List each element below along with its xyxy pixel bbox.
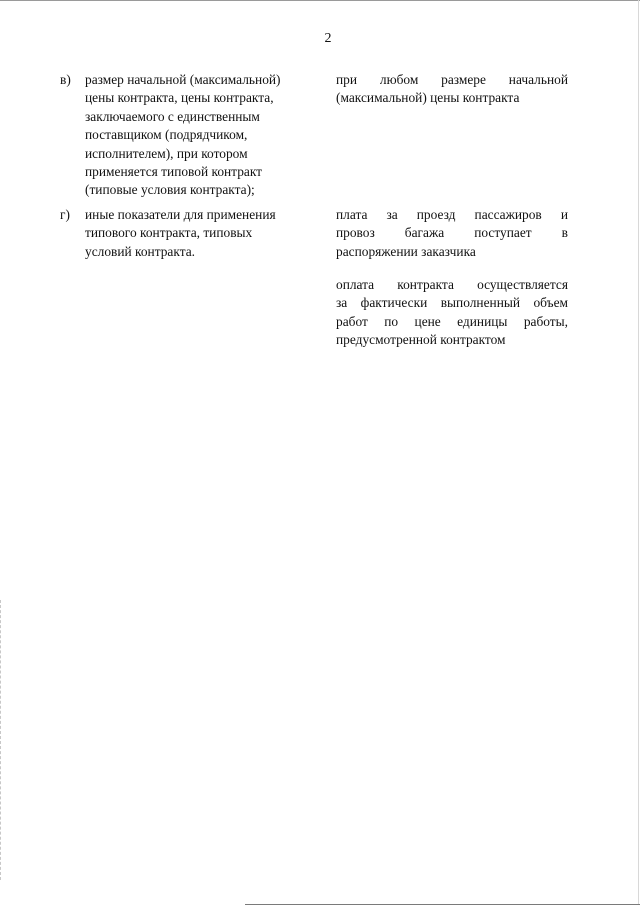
list-marker: г): [60, 207, 70, 222]
list-item-text: [85, 71, 325, 200]
value-paragraph-1: [336, 71, 568, 108]
value-paragraph-2: [336, 206, 568, 261]
text-line: распоряжении заказчика: [336, 243, 476, 259]
text-line: предусмотренной контрактом: [336, 332, 506, 348]
text-line: иные показатели для применения: [85, 207, 276, 222]
page-right-edge: [638, 0, 639, 905]
text-line: (максимальной) цены контракта: [336, 90, 520, 106]
value-paragraph-3: [336, 276, 568, 350]
text-line: применяется типовой контракт: [85, 164, 263, 180]
text-line: размер начальной (максимальной): [85, 72, 281, 87]
page-number: 2: [324, 31, 332, 46]
text-line: плата за проезд пассажиров и: [336, 207, 568, 222]
text-line: условий контракта.: [85, 243, 195, 259]
text-line: исполнителем), при котором: [85, 145, 248, 161]
text-line: работ по цене единицы работы,: [336, 313, 568, 329]
text-line: за фактически выполненный объем: [336, 295, 568, 311]
text-line: провоз багажа поступает в: [336, 225, 568, 241]
text-line: цены контракта, цены контракта,: [85, 90, 274, 106]
text-line: типового контракта, типовых: [85, 225, 253, 241]
text-line: поставщиком (подрядчиком,: [85, 127, 248, 143]
text-line: заключаемого с единственным: [85, 108, 260, 124]
list-item-text: [85, 206, 325, 261]
text-line: оплата контракта осуществляется: [336, 277, 568, 292]
page-left-edge: [0, 600, 1, 880]
page-top-edge: [0, 0, 640, 1]
list-marker: в): [60, 72, 71, 87]
text-line: (типовые условия контракта);: [85, 182, 255, 198]
text-line: при любом размере начальной: [336, 72, 568, 87]
